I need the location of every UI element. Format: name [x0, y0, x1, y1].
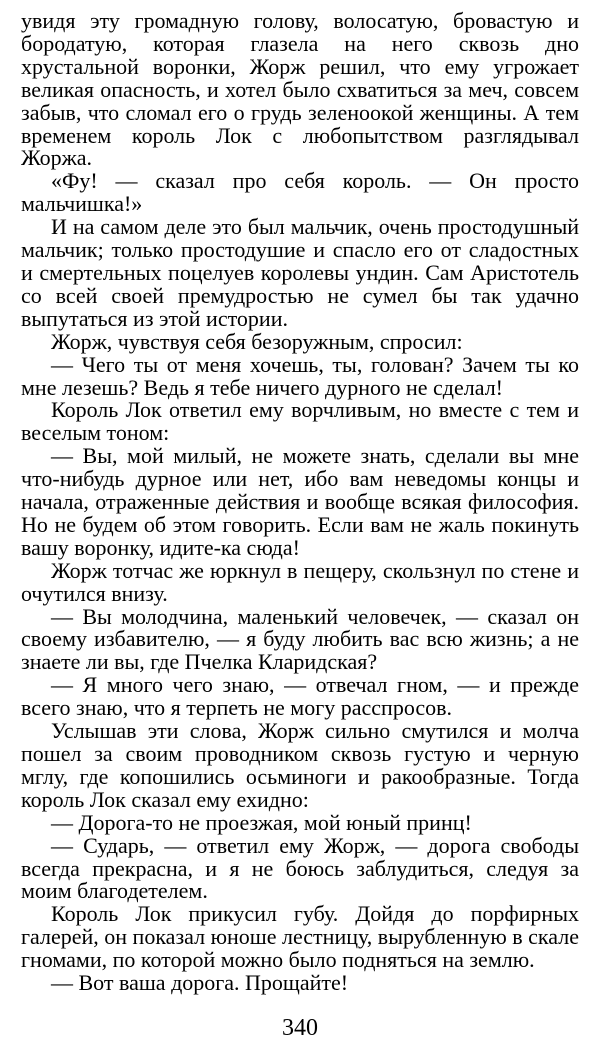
paragraph: — Дорога-то не проезжая, мой юный принц!	[51, 809, 472, 835]
paragraph: «Фу! — сказал про себя король. — Он просто мальчишка!»	[21, 168, 579, 217]
paragraph: увидя эту громадную голову, волосатую, бровастую и бородатую, которая глазела на него сквозь дно хрустальной воронки, Жорж решил, что ему угрожает великая опасность, и хотел было схватиться за меч, совсем забыв, что сломал его о грудь зеленоокой женщины. А тем временем король Лок с любопытством разглядывал Жоржа.	[21, 8, 579, 171]
paragraph: Услышав эти слова, Жорж сильно смутился и молча пошел за своим проводником сквозь густую и черную мглу, где копошились осьминоги и ракообразные. Тогда король Лок сказал ему ехидно:	[21, 718, 579, 812]
body-text	[21, 10, 579, 995]
paragraph: Жорж, чувствуя себя безоружным, спросил:	[51, 328, 463, 354]
paragraph: — Чего ты от меня хочешь, ты, голован? Зачем ты ко мне лезешь? Ведь я тебе ничего дурного не сделал!	[21, 351, 579, 400]
paragraph: Жорж тотчас же юркнул в пещеру, скользнул по стене и очутился внизу.	[21, 557, 579, 606]
paragraph: — Вы молодчина, маленький человечек, — сказал он своему избавителю, — я буду любить вас всю жизнь; а не знаете ли вы, где Пчелка Кларидская?	[21, 603, 579, 675]
paragraph: — Вот ваша дорога. Прощайте!	[51, 970, 349, 996]
paragraph: И на самом деле это был мальчик, очень простодушный мальчик; только простодушие и спасло его от сладостных и смертельных поцелуев королевы ундин. Сам Аристотель со всей своей премудростью не сумел бы так удачно выпутаться из этой истории.	[21, 214, 579, 331]
paragraph: — Вы, мой милый, не можете знать, сделали вы мне что-нибудь дурное или нет, ибо вам неведомы концы и начала, отраженные действия и вообще всякая философия. Но не будем об этом говорить. Если вам не жаль покинуть вашу воронку, идите-ка сюда!	[21, 443, 579, 560]
paragraph: — Сударь, — ответил ему Жорж, — дорога свободы всегда прекрасна, и я не боюсь заблудиться, следуя за моим благодетелем.	[21, 832, 579, 904]
paragraph: Король Лок прикусил губу. Дойдя до порфирных галерей, он показал юноше лестницу, вырубленную в скале гномами, по которой можно было подняться на землю.	[21, 901, 579, 973]
paragraph: — Я много чего знаю, — отвечал гном, — и прежде всего знаю, что я терпеть не могу расспросов.	[21, 672, 579, 721]
paragraph: Король Лок ответил ему ворчливым, но вместе с тем и веселым тоном:	[21, 397, 579, 446]
page-number: 340	[282, 1015, 318, 1041]
